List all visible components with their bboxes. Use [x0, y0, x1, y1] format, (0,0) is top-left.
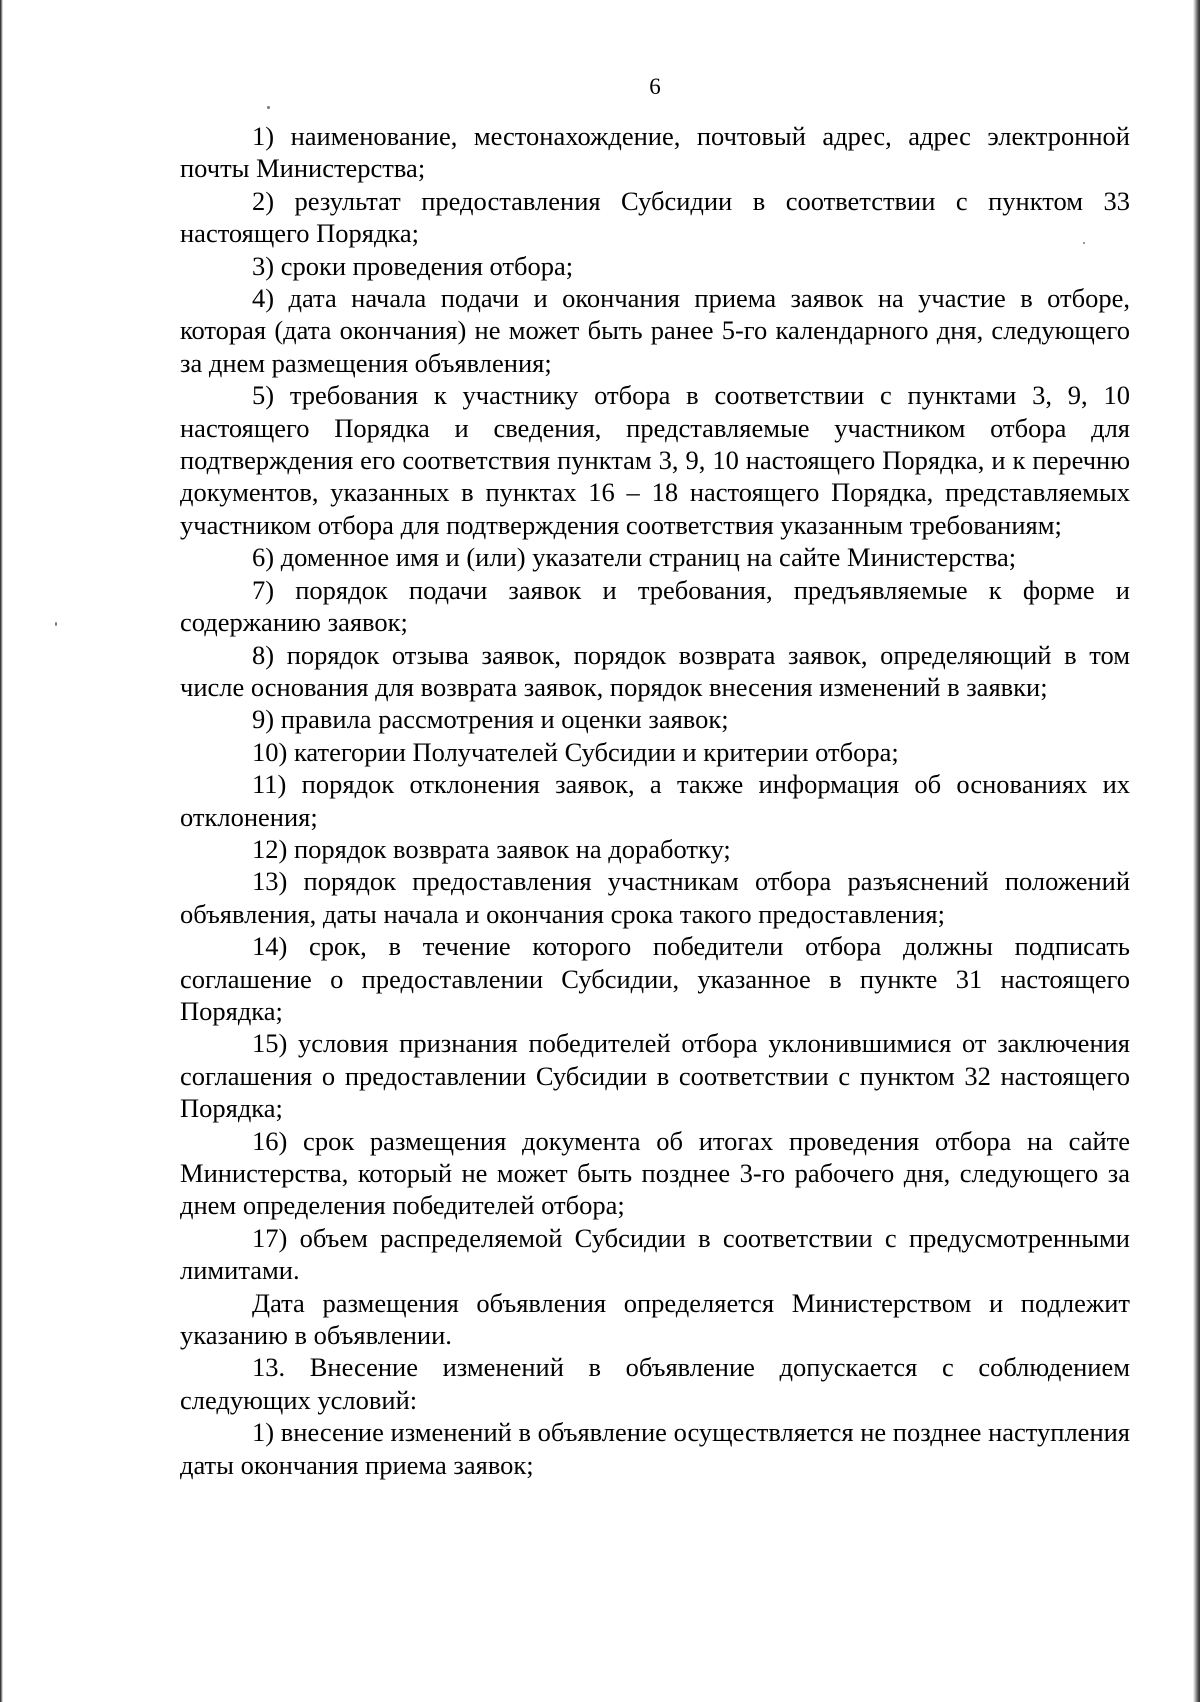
paragraph-section-13: 13. Внесение изменений в объявление допускается с соблюдением следующих условий:	[180, 1352, 1130, 1415]
paragraph-5: 5) требования к участнику отбора в соответствии с пунктами 3, 9, 10 настоящего Порядка и сведения, представляемые участником отбора для подтверждения его соответствия пунктам 3, 9, 10 настоящего Порядка, и к перечню документов, указанных в пунктах 16 – 18 настоящего Порядка, представляемых участником отбора для подтверждения соответствия указанным требованиям;	[180, 380, 1130, 540]
paragraph-8: 8) порядок отзыва заявок, порядок возврата заявок, определяющий в том числе основания для возврата заявок, порядок внесения изменений в заявки;	[180, 639, 1130, 702]
paragraph-12: 12) порядок возврата заявок на доработку;	[252, 833, 731, 864]
paragraph-4: 4) дата начала подачи и окончания приема заявок на участие в отборе, которая (дата окончания) не может быть ранее 5-го календарного дня, следующего за днем размещения объявления;	[180, 283, 1130, 378]
paragraph-10: 10) категории Получателей Субсидии и критерии отбора;	[252, 736, 899, 767]
paragraph-11: 11) порядок отклонения заявок, а также информация об основаниях их отклонения;	[180, 769, 1130, 832]
scan-edge-left	[0, 0, 3, 1702]
paragraph-2: 2) результат предоставления Субсидии в соответствии с пунктом 33 настоящего Порядка;	[180, 185, 1130, 249]
paragraph-16: 16) срок размещения документа об итогах проведения отбора на сайте Министерства, который не может быть позднее 3-го рабочего дня, следующего за днем определения победителей отбора;	[180, 1125, 1130, 1221]
paragraph-13: 13) порядок предоставления участникам отбора разъяснений положений объявления, даты начала и окончания срока такого предоставления;	[180, 866, 1130, 929]
paragraph-1: 1) наименование, местонахождение, почтовый адрес, адрес электронной почты Министерства;	[180, 121, 1130, 184]
page-number: 6	[649, 74, 661, 99]
paragraph-announcement-date: Дата размещения объявления определяется Министерством и подлежит указанию в объявлении.	[180, 1287, 1130, 1351]
paragraph-section-13-item-1: 1) внесение изменений в объявление осуществляется не позднее наступления даты окончания приема заявок;	[180, 1417, 1130, 1480]
paragraph-6: 6) доменное имя и (или) указатели страниц на сайте Министерства;	[252, 542, 1017, 573]
scan-edge-right	[1188, 0, 1200, 1702]
document-body	[180, 120, 1130, 1481]
scan-speck	[267, 106, 270, 109]
paragraph-14: 14) срок, в течение которого победители отбора должны подписать соглашение о предоставлении Субсидии, указанное в пункте 31 настоящего Порядка;	[180, 931, 1130, 1026]
paragraph-15: 15) условия признания победителей отбора уклонившимися от заключения соглашения о предоставлении Субсидии в соответствии с пунктом 32 настоящего Порядка;	[180, 1028, 1130, 1124]
paragraph-9: 9) правила рассмотрения и оценки заявок;	[252, 704, 729, 735]
paragraph-3: 3) сроки проведения отбора;	[252, 250, 574, 281]
paragraph-17: 17) объем распределяемой Субсидии в соответствии с предусмотренными лимитами.	[180, 1222, 1130, 1286]
paragraph-7: 7) порядок подачи заявок и требования, предъявляемые к форме и содержанию заявок;	[180, 574, 1130, 638]
scan-speck	[55, 622, 57, 626]
